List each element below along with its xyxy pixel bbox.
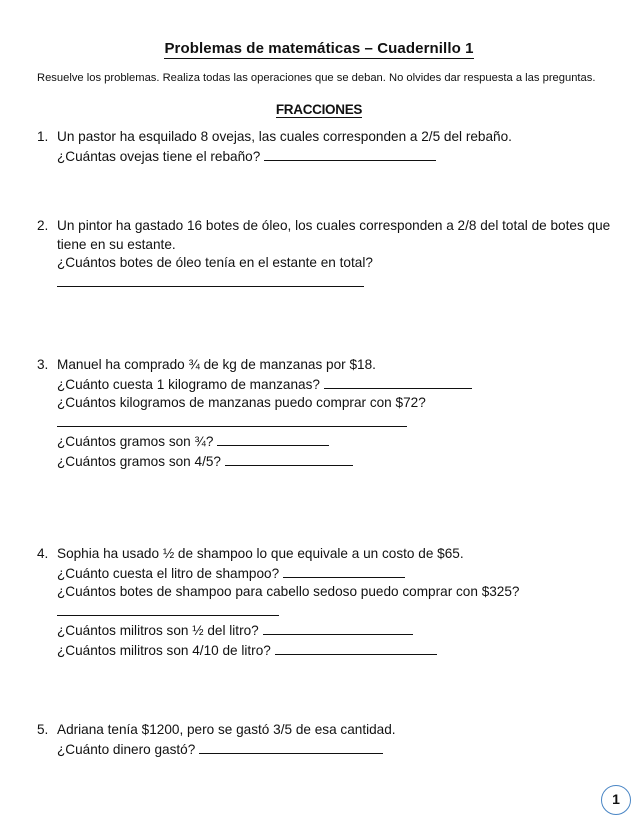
problem-number: 2. (37, 218, 49, 233)
question-text: ¿Cuántos botes de óleo tenía en el estante en total? (57, 255, 373, 271)
page-title-text: Problemas de matemáticas – Cuadernillo 1 (164, 40, 474, 57)
question-row (57, 413, 607, 433)
question-text: ¿Cuántos kilogramos de manzanas puedo comprar con $72? (57, 395, 426, 411)
problem-5 (37, 721, 607, 759)
question-text: ¿Cuántos militros son ½ del litro? (57, 623, 259, 639)
answer-blank[interactable] (57, 602, 279, 616)
question-text: ¿Cuántas ovejas tiene el rebaño? (57, 148, 261, 164)
question-text: ¿Cuántos gramos son 4/5? (57, 453, 221, 469)
problem-statement: Manuel ha comprado ¾ de kg de manzanas por $18. (57, 357, 376, 372)
answer-blank[interactable] (225, 452, 353, 466)
page-number-badge (601, 785, 631, 815)
question-row (57, 641, 607, 661)
answer-blank[interactable] (199, 740, 383, 754)
question-row (57, 564, 607, 584)
question-text: ¿Cuánto cuesta el litro de shampoo? (57, 565, 280, 581)
problem-4 (37, 545, 607, 661)
question-text: ¿Cuánto dinero gastó? (57, 741, 196, 757)
problem-number: 1. (37, 129, 49, 144)
problem-number: 5. (37, 722, 49, 737)
question-row (57, 432, 607, 452)
question-row (57, 452, 607, 472)
page-title (0, 40, 638, 57)
problem-3 (37, 356, 607, 472)
answer-blank[interactable] (57, 273, 364, 287)
answer-blank[interactable] (324, 375, 472, 389)
page-number: 1 (612, 791, 620, 807)
section-heading-text: FRACCIONES (275, 102, 363, 117)
question-row (57, 602, 607, 622)
question-row (57, 375, 607, 395)
instructions: Resuelve los problemas. Realiza todas las operaciones que se deban. No olvides dar respuesta a las preguntas. (37, 72, 596, 84)
problem-statement: Sophia ha usado ½ de shampoo lo que equivale a un costo de $65. (57, 546, 464, 561)
problem-number: 3. (37, 357, 49, 372)
question-row (57, 147, 607, 167)
section-heading (0, 102, 638, 117)
answer-blank[interactable] (217, 432, 329, 446)
question-text: ¿Cuántos botes de shampoo para cabello sedoso puedo comprar con $325? (57, 584, 520, 600)
question-text: ¿Cuántos gramos son ¾? (57, 434, 214, 450)
answer-blank[interactable] (57, 413, 407, 427)
question-row (57, 621, 607, 641)
problem-number: 4. (37, 546, 49, 561)
problem-statement-continued: tiene en su estante. (57, 236, 176, 252)
question-row (57, 273, 607, 293)
answer-blank[interactable] (264, 147, 436, 161)
problem-statement: Un pintor ha gastado 16 botes de óleo, los cuales corresponden a 2/8 del total de botes que (57, 218, 611, 233)
answer-blank[interactable] (275, 641, 437, 655)
problem-statement: Adriana tenía $1200, pero se gastó 3/5 de esa cantidad. (57, 722, 396, 737)
question-row (57, 740, 607, 760)
answer-blank[interactable] (263, 621, 413, 635)
question-text: ¿Cuántos militros son 4/10 de litro? (57, 642, 271, 658)
problem-2 (37, 217, 611, 292)
question-text: ¿Cuánto cuesta 1 kilogramo de manzanas? (57, 376, 320, 392)
answer-blank[interactable] (283, 564, 405, 578)
problem-statement: Un pastor ha esquilado 8 ovejas, las cuales corresponden a 2/5 del rebaño. (57, 129, 512, 144)
problem-1 (37, 128, 607, 166)
